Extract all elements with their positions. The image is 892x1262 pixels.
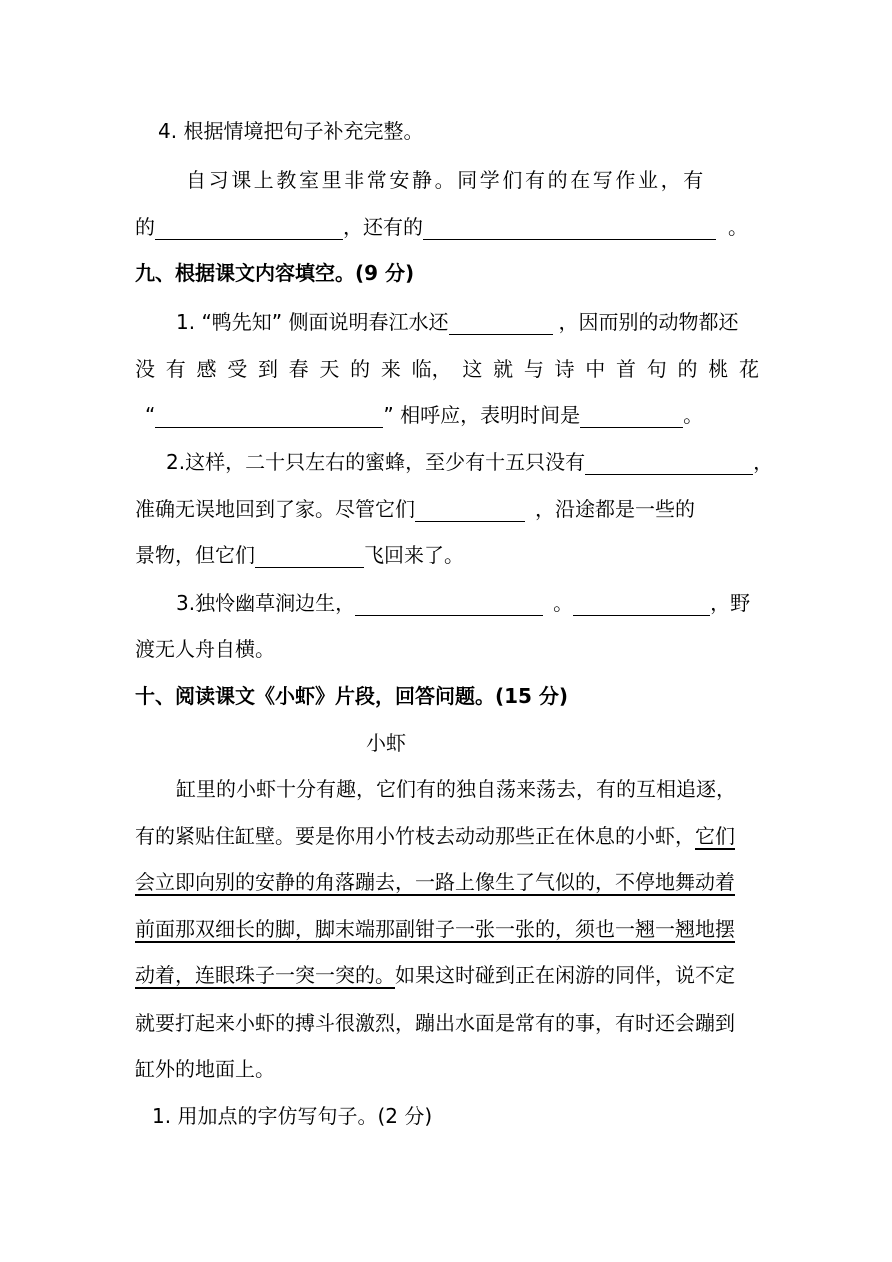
s9-q2-line2 — [135, 494, 695, 524]
s9-q2-line3 — [135, 540, 464, 570]
char: 中 — [585, 357, 606, 381]
s9-q2-line1 — [166, 447, 773, 477]
answer-blank[interactable] — [415, 499, 525, 522]
char: 就 — [493, 357, 514, 381]
char: 桃 — [708, 357, 729, 381]
char: 感 — [196, 357, 217, 381]
char: 花 — [738, 357, 759, 381]
s9-q2-text-a: 2.这样，二十只左右的蜜蜂，至少有十五只没有 — [166, 450, 586, 474]
s9-q2-text-d: ，沿途都是一些的 — [535, 497, 695, 521]
passage-line1: 缸里的小虾十分有趣，它们有的独自荡来荡去，有的互相追逐， — [176, 777, 736, 801]
answer-blank[interactable] — [580, 405, 683, 428]
s9-q3-line2: 渡无人舟自横。 — [135, 637, 275, 661]
q4-text-c: 。 — [728, 215, 748, 239]
passage-line5 — [135, 960, 735, 990]
char: 这 — [462, 357, 483, 381]
answer-blank[interactable] — [355, 593, 543, 616]
answer-blank[interactable] — [155, 217, 343, 240]
q4-text-a: 的 — [135, 215, 155, 239]
answer-blank[interactable] — [423, 217, 716, 240]
s10-q1: 1. 用加点的字仿写句子。(2 分) — [152, 1104, 433, 1128]
q4-title: 4. 根据情境把句子补充完整。 — [158, 119, 424, 143]
q4-line2 — [135, 212, 748, 242]
char: 到 — [257, 357, 278, 381]
passage-line7: 缸外的地面上。 — [135, 1057, 275, 1081]
passage-text: 有的紧贴住缸壁。要是你用小竹枝去动动那些正在休息的小虾， — [135, 824, 695, 848]
s9-q1-line1 — [176, 307, 739, 337]
q4-text-b: ，还有的 — [343, 215, 423, 239]
s9-q1-text-d: ” 相呼应，表明时间是 — [383, 403, 581, 427]
q4-line1: 自习课上教室里非常安静。同学们有的在写作业，有 — [186, 168, 706, 192]
char: 没 — [135, 357, 155, 381]
char: 有 — [165, 357, 186, 381]
s9-q1-text-b: ，因而别的动物都还 — [558, 310, 739, 334]
section9-heading: 九、根据课文内容填空。(9 分) — [135, 261, 415, 285]
answer-blank[interactable] — [155, 405, 383, 428]
underlined-text: 动着，连眼珠子一突一突的。 — [135, 963, 395, 987]
s9-q1-text-c: “ — [145, 403, 156, 427]
s9-q3-text-a: 3.独怜幽草涧边生， — [176, 591, 356, 615]
char: 的 — [350, 357, 371, 381]
s9-q2-text-c: 准确无误地回到了家。尽管它们 — [135, 497, 415, 521]
answer-blank[interactable] — [585, 452, 753, 475]
passage-title: 小虾 — [366, 731, 406, 755]
passage-line4-underlined: 前面那双细长的脚，脚末端那副钳子一张一张的，须也一翘一翘地摆 — [135, 917, 735, 941]
char: 首 — [616, 357, 637, 381]
s9-q1-text-e: 。 — [683, 403, 704, 427]
s9-q3-text-b: 。 — [553, 591, 574, 615]
char: 春 — [288, 357, 309, 381]
char: 来 — [380, 357, 401, 381]
char: 的 — [677, 357, 698, 381]
char: 临， — [411, 357, 452, 381]
s9-q1-line2 — [135, 354, 759, 384]
passage-line6: 就要打起来小虾的搏斗很激烈，蹦出水面是常有的事，有时还会蹦到 — [135, 1011, 735, 1035]
passage-line3-underlined: 会立即向别的安静的角落蹦去，一路上像生了气似的，不停地舞动着 — [135, 870, 735, 894]
answer-blank[interactable] — [255, 545, 364, 568]
s9-q1-text-a: 1. “鸭先知” 侧面说明春江水还 — [176, 310, 449, 334]
char: 句 — [646, 357, 667, 381]
passage-text: 如果这时碰到正在闲游的同伴，说不定 — [395, 963, 735, 987]
char: 诗 — [554, 357, 575, 381]
char: 与 — [523, 357, 544, 381]
answer-blank[interactable] — [573, 593, 710, 616]
underlined-text: 它们 — [695, 824, 735, 848]
s9-q1-line3 — [145, 400, 703, 430]
char: 天 — [319, 357, 340, 381]
s9-q3-line1 — [176, 588, 750, 618]
char: 受 — [227, 357, 248, 381]
s9-q3-text-c: ，野 — [710, 591, 751, 615]
section10-heading: 十、阅读课文《小虾》片段，回答问题。(15 分) — [135, 684, 569, 708]
s9-q2-text-b: ， — [753, 450, 774, 474]
passage-line2 — [135, 821, 735, 851]
s9-q2-text-e: 景物，但它们 — [135, 543, 255, 567]
s9-q2-text-f: 飞回来了。 — [364, 543, 464, 567]
answer-blank[interactable] — [449, 312, 553, 335]
